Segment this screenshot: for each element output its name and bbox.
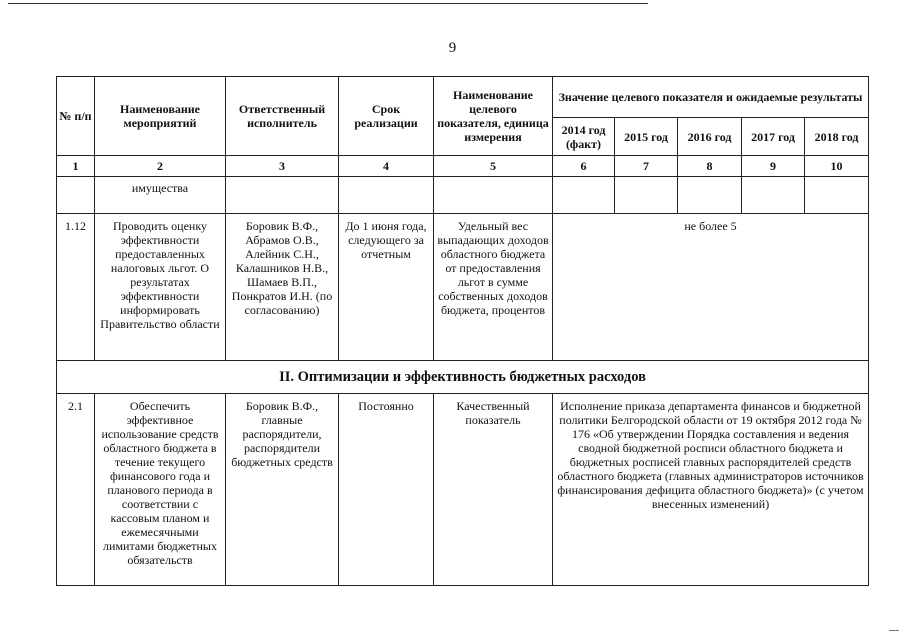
value-cell: не более 5 <box>553 214 869 361</box>
indicator-cell: Удельный вес выпадающих доходов областного бюджета от предоставления льгот в сумме собственных доходов бюджета, процентов <box>434 214 553 361</box>
empty-cell <box>434 177 553 214</box>
column-number: 5 <box>434 156 553 177</box>
deadline-cell: До 1 июня года, следующего за отчетным <box>339 214 434 361</box>
column-number: 9 <box>742 156 805 177</box>
margin-mark <box>889 630 899 631</box>
table-row <box>57 177 869 214</box>
event-cell: Обеспечить эффективное использование средств областного бюджета в течение текущего финансового года и планового периода в соответствии с кассовым планом и ежемесячными лимитами бюджетных обязательств <box>95 394 226 586</box>
column-number: 1 <box>57 156 95 177</box>
empty-cell <box>742 177 805 214</box>
table-row <box>57 394 869 586</box>
empty-cell <box>339 177 434 214</box>
header-year-2016: 2016 год <box>678 118 742 156</box>
value-cell: Исполнение приказа департамента финансов и бюджетной политики Белгородской области от 19 октября 2012 года № 176 «Об утверждении Порядка составления и ведения сводной бюджетной росписи областного бюджета и бюджетных росписей главных распорядителей средств областного бюджета (главных администраторов источников финансирования дефицита областного бюджета)» (с учетом внесенных изменений) <box>553 394 869 586</box>
column-number: 10 <box>805 156 869 177</box>
page-number: 9 <box>448 40 457 56</box>
row-number: 1.12 <box>57 214 95 361</box>
header-year-2018: 2018 год <box>805 118 869 156</box>
section-row <box>57 361 869 394</box>
empty-cell <box>57 177 95 214</box>
header-col-no: № п/п <box>57 77 95 156</box>
header-year-2017: 2017 год <box>742 118 805 156</box>
header-year-2014: 2014 год (факт) <box>553 118 615 156</box>
header-col-indicator: Наименование целевого показателя, единица измерения <box>434 77 553 156</box>
plan-table <box>56 76 869 586</box>
column-number: 3 <box>226 156 339 177</box>
header-col-responsible: Ответственный исполнитель <box>226 77 339 156</box>
column-number-row <box>57 156 869 177</box>
empty-cell <box>553 177 615 214</box>
responsible-cell: Боровик В.Ф., Абрамов О.В., Алейник С.Н., Калашников Н.В., Шамаев В.П., Понкратов И.Н. (по согласованию) <box>226 214 339 361</box>
column-number: 2 <box>95 156 226 177</box>
row-number: 2.1 <box>57 394 95 586</box>
empty-cell <box>226 177 339 214</box>
responsible-cell: Боровик В.Ф., главные распорядители, распорядители бюджетных средств <box>226 394 339 586</box>
table-row <box>57 214 869 361</box>
empty-cell <box>678 177 742 214</box>
column-number: 8 <box>678 156 742 177</box>
section-title: II. Оптимизации и эффективность бюджетных расходов <box>57 361 869 394</box>
top-edge-line <box>8 3 648 4</box>
header-year-2015: 2015 год <box>615 118 678 156</box>
header-col-deadline: Срок реализации <box>339 77 434 156</box>
event-cell: Проводить оценку эффективности предоставленных налоговых льгот. О результатах эффективности информировать Правительство области <box>95 214 226 361</box>
empty-cell <box>615 177 678 214</box>
column-number: 4 <box>339 156 434 177</box>
deadline-cell: Постоянно <box>339 394 434 586</box>
indicator-cell: Качественный показатель <box>434 394 553 586</box>
header-col-values: Значение целевого показателя и ожидаемые результаты <box>553 77 869 118</box>
column-number: 6 <box>553 156 615 177</box>
column-number: 7 <box>615 156 678 177</box>
header-col-event: Наименование мероприятий <box>95 77 226 156</box>
event-cell: имущества <box>95 177 226 214</box>
empty-cell <box>805 177 869 214</box>
